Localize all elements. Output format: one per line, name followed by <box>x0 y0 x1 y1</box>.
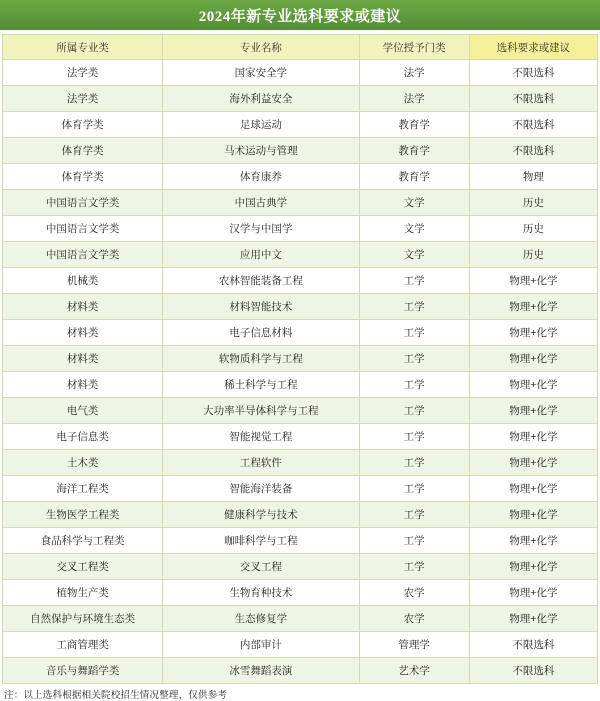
cell-degree-category: 农学 <box>359 580 469 606</box>
cell-major-category: 材料类 <box>3 294 163 320</box>
cell-major-category: 电子信息类 <box>3 424 163 450</box>
cell-degree-category: 农学 <box>359 606 469 632</box>
footnote: 注：以上选科根据相关院校招生情况整理，仅供参考 <box>4 690 228 701</box>
cell-major-name: 应用中文 <box>163 242 359 268</box>
cell-degree-category: 管理学 <box>359 632 469 658</box>
cell-degree-category: 工学 <box>359 320 469 346</box>
cell-degree-category: 艺术学 <box>359 658 469 684</box>
cell-degree-category: 工学 <box>359 554 469 580</box>
cell-major-category: 音乐与舞蹈学类 <box>3 658 163 684</box>
table-row <box>3 450 598 476</box>
cell-degree-category: 法学 <box>359 86 469 112</box>
cell-major-name: 咖啡科学与工程 <box>163 528 359 554</box>
column-header-degree-category: 学位授予门类 <box>359 35 469 60</box>
cell-degree-category: 文学 <box>359 242 469 268</box>
cell-subject-requirement: 物理+化学 <box>469 554 597 580</box>
cell-major-name: 智能视觉工程 <box>163 424 359 450</box>
table-row <box>3 216 598 242</box>
cell-major-category: 中国语言文学类 <box>3 216 163 242</box>
table-row <box>3 658 598 684</box>
cell-major-name: 健康科学与技术 <box>163 502 359 528</box>
cell-major-name: 农林智能装备工程 <box>163 268 359 294</box>
cell-degree-category: 教育学 <box>359 138 469 164</box>
table-row <box>3 502 598 528</box>
cell-subject-requirement: 物理+化学 <box>469 320 597 346</box>
cell-major-category: 交叉工程类 <box>3 554 163 580</box>
cell-degree-category: 工学 <box>359 372 469 398</box>
cell-degree-category: 工学 <box>359 268 469 294</box>
cell-subject-requirement: 物理+化学 <box>469 268 597 294</box>
majors-table <box>2 34 598 684</box>
cell-subject-requirement: 物理 <box>469 164 597 190</box>
cell-degree-category: 工学 <box>359 528 469 554</box>
table-row <box>3 632 598 658</box>
cell-major-name: 生态修复学 <box>163 606 359 632</box>
table-body <box>3 60 598 684</box>
cell-subject-requirement: 不限选科 <box>469 658 597 684</box>
table-row <box>3 190 598 216</box>
table-row <box>3 138 598 164</box>
cell-degree-category: 工学 <box>359 424 469 450</box>
page-title: 2024年新专业选科要求或建议 <box>198 8 402 25</box>
cell-subject-requirement: 不限选科 <box>469 138 597 164</box>
table-row <box>3 242 598 268</box>
cell-subject-requirement: 物理+化学 <box>469 476 597 502</box>
column-header-subject-requirement: 选科要求或建议 <box>469 35 597 60</box>
cell-major-category: 中国语言文学类 <box>3 190 163 216</box>
cell-subject-requirement: 物理+化学 <box>469 450 597 476</box>
cell-degree-category: 工学 <box>359 346 469 372</box>
cell-major-category: 植物生产类 <box>3 580 163 606</box>
cell-degree-category: 文学 <box>359 216 469 242</box>
cell-major-name: 稀土科学与工程 <box>163 372 359 398</box>
cell-major-category: 材料类 <box>3 320 163 346</box>
cell-major-name: 生物育种技术 <box>163 580 359 606</box>
table-row <box>3 60 598 86</box>
column-header-major-name: 专业名称 <box>163 35 359 60</box>
cell-subject-requirement: 物理+化学 <box>469 502 597 528</box>
table-row <box>3 476 598 502</box>
cell-major-name: 材料智能技术 <box>163 294 359 320</box>
cell-major-category: 法学类 <box>3 60 163 86</box>
cell-subject-requirement: 历史 <box>469 216 597 242</box>
table-row <box>3 398 598 424</box>
table-row <box>3 424 598 450</box>
cell-major-name: 智能海洋装备 <box>163 476 359 502</box>
table-row <box>3 528 598 554</box>
table-row <box>3 320 598 346</box>
cell-degree-category: 工学 <box>359 294 469 320</box>
cell-major-category: 机械类 <box>3 268 163 294</box>
table-row <box>3 86 598 112</box>
cell-subject-requirement: 物理+化学 <box>469 424 597 450</box>
table-row <box>3 372 598 398</box>
cell-major-name: 软物质科学与工程 <box>163 346 359 372</box>
cell-major-category: 法学类 <box>3 86 163 112</box>
cell-degree-category: 教育学 <box>359 112 469 138</box>
cell-degree-category: 法学 <box>359 60 469 86</box>
cell-degree-category: 文学 <box>359 190 469 216</box>
cell-major-category: 海洋工程类 <box>3 476 163 502</box>
cell-degree-category: 教育学 <box>359 164 469 190</box>
cell-degree-category: 工学 <box>359 502 469 528</box>
cell-subject-requirement: 物理+化学 <box>469 398 597 424</box>
cell-major-name: 中国古典学 <box>163 190 359 216</box>
cell-major-category: 工商管理类 <box>3 632 163 658</box>
table-row <box>3 268 598 294</box>
cell-major-category: 食品科学与工程类 <box>3 528 163 554</box>
cell-subject-requirement: 不限选科 <box>469 112 597 138</box>
table-row <box>3 554 598 580</box>
cell-major-name: 工程软件 <box>163 450 359 476</box>
cell-major-category: 土木类 <box>3 450 163 476</box>
cell-subject-requirement: 物理+化学 <box>469 372 597 398</box>
title-bar <box>0 0 600 30</box>
cell-major-name: 内部审计 <box>163 632 359 658</box>
cell-subject-requirement: 物理+化学 <box>469 580 597 606</box>
cell-subject-requirement: 物理+化学 <box>469 346 597 372</box>
cell-major-name: 体育康养 <box>163 164 359 190</box>
column-header-major-category: 所属专业类 <box>3 35 163 60</box>
cell-major-category: 电气类 <box>3 398 163 424</box>
cell-major-name: 足球运动 <box>163 112 359 138</box>
cell-major-name: 大功率半导体科学与工程 <box>163 398 359 424</box>
cell-subject-requirement: 物理+化学 <box>469 528 597 554</box>
cell-major-category: 体育学类 <box>3 164 163 190</box>
cell-major-name: 海外利益安全 <box>163 86 359 112</box>
cell-major-category: 材料类 <box>3 346 163 372</box>
cell-major-name: 交叉工程 <box>163 554 359 580</box>
cell-major-category: 体育学类 <box>3 138 163 164</box>
cell-subject-requirement: 不限选科 <box>469 86 597 112</box>
cell-major-category: 材料类 <box>3 372 163 398</box>
cell-degree-category: 工学 <box>359 398 469 424</box>
cell-subject-requirement: 历史 <box>469 190 597 216</box>
cell-major-category: 生物医学工程类 <box>3 502 163 528</box>
cell-major-category: 体育学类 <box>3 112 163 138</box>
cell-major-name: 国家安全学 <box>163 60 359 86</box>
cell-subject-requirement: 物理+化学 <box>469 294 597 320</box>
cell-subject-requirement: 不限选科 <box>469 60 597 86</box>
cell-major-name: 马术运动与管理 <box>163 138 359 164</box>
table-row <box>3 606 598 632</box>
table-header <box>3 35 598 60</box>
cell-degree-category: 工学 <box>359 476 469 502</box>
cell-subject-requirement: 物理+化学 <box>469 606 597 632</box>
table-row <box>3 346 598 372</box>
table-row <box>3 580 598 606</box>
cell-subject-requirement: 不限选科 <box>469 632 597 658</box>
cell-subject-requirement: 历史 <box>469 242 597 268</box>
table-row <box>3 164 598 190</box>
cell-major-name: 汉学与中国学 <box>163 216 359 242</box>
table-row <box>3 112 598 138</box>
cell-major-category: 中国语言文学类 <box>3 242 163 268</box>
cell-major-name: 电子信息材料 <box>163 320 359 346</box>
table-header-row <box>3 35 598 60</box>
cell-major-category: 自然保护与环境生态类 <box>3 606 163 632</box>
table-row <box>3 294 598 320</box>
cell-degree-category: 工学 <box>359 450 469 476</box>
cell-major-name: 冰雪舞蹈表演 <box>163 658 359 684</box>
